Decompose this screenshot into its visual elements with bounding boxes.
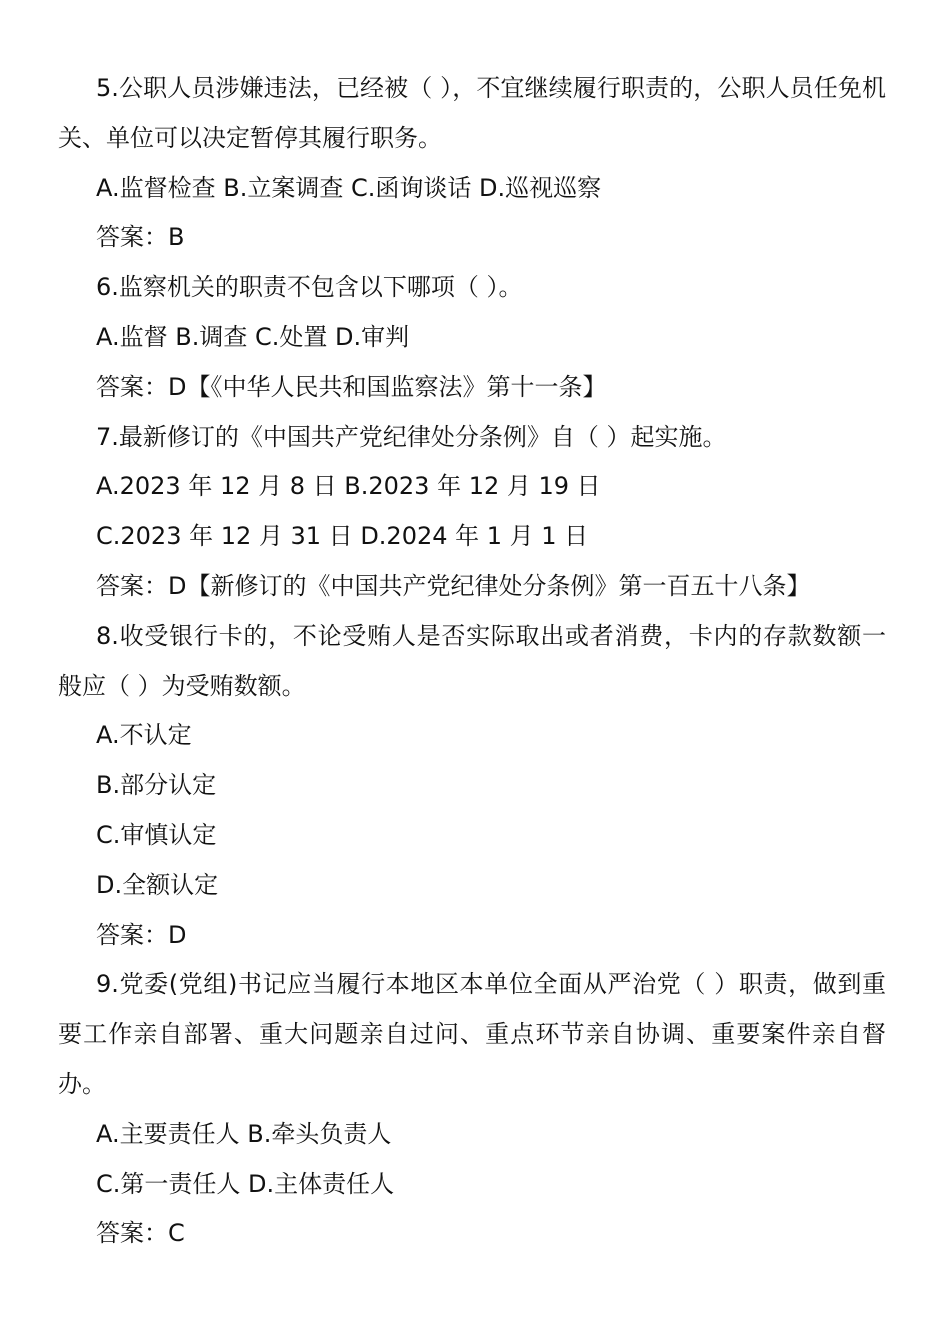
question-8-option-c: C.审慎认定 — [96, 820, 217, 849]
question-9-options-cd: C.第一责任人 D.主体责任人 — [96, 1169, 395, 1198]
question-7-answer: 答案：D【新修订的《中国共产党纪律处分条例》第一百五十八条】 — [96, 571, 811, 600]
question-5-answer: 答案：B — [96, 223, 185, 252]
question-8-option-a: A.不认定 — [96, 721, 192, 750]
question-9-options-ab: A.主要责任人 B.牵头负责人 — [96, 1119, 392, 1148]
question-6-stem: 6.监察机关的职责不包含以下哪项（ ）。 — [96, 273, 523, 302]
question-8-stem: 8.收受银行卡的，不论受贿人是否实际取出或者消费，卡内的存款数额一般应（ ）为受贿数额。 — [58, 621, 886, 700]
question-9-stem: 9.党委(党组)书记应当履行本地区本单位全面从严治党（ ）职责，做到重要工作亲自部署、重大问题亲自过问、重点环节亲自协调、重要案件亲自督办。 — [58, 970, 886, 1098]
question-5-stem: 5.公职人员涉嫌违法，已经被（ ），不宜继续履行职责的，公职人员任免机关、单位可以决定暂停其履行职务。 — [58, 74, 886, 152]
question-7-stem: 7.最新修订的《中国共产党纪律处分条例》自（ ）起实施。 — [96, 422, 727, 451]
question-7-options-cd: C.2023 年 12 月 31 日 D.2024 年 1 月 1 日 — [96, 522, 589, 551]
question-9-answer: 答案：C — [96, 1219, 185, 1248]
question-8-option-d: D.全额认定 — [96, 870, 219, 899]
question-5-options: A.监督检查 B.立案调查 C.函询谈话 D.巡视巡察 — [96, 173, 602, 202]
question-8-answer: 答案：D — [96, 920, 187, 949]
question-7-options-ab: A.2023 年 12 月 8 日 B.2023 年 12 月 19 日 — [96, 472, 601, 501]
question-6-answer: 答案：D【《中华人民共和国监察法》第十一条】 — [96, 372, 607, 401]
question-6-options: A.监督 B.调查 C.处置 D.审判 — [96, 322, 410, 351]
question-8-option-b: B.部分认定 — [96, 771, 217, 800]
document-page — [58, 64, 886, 1259]
